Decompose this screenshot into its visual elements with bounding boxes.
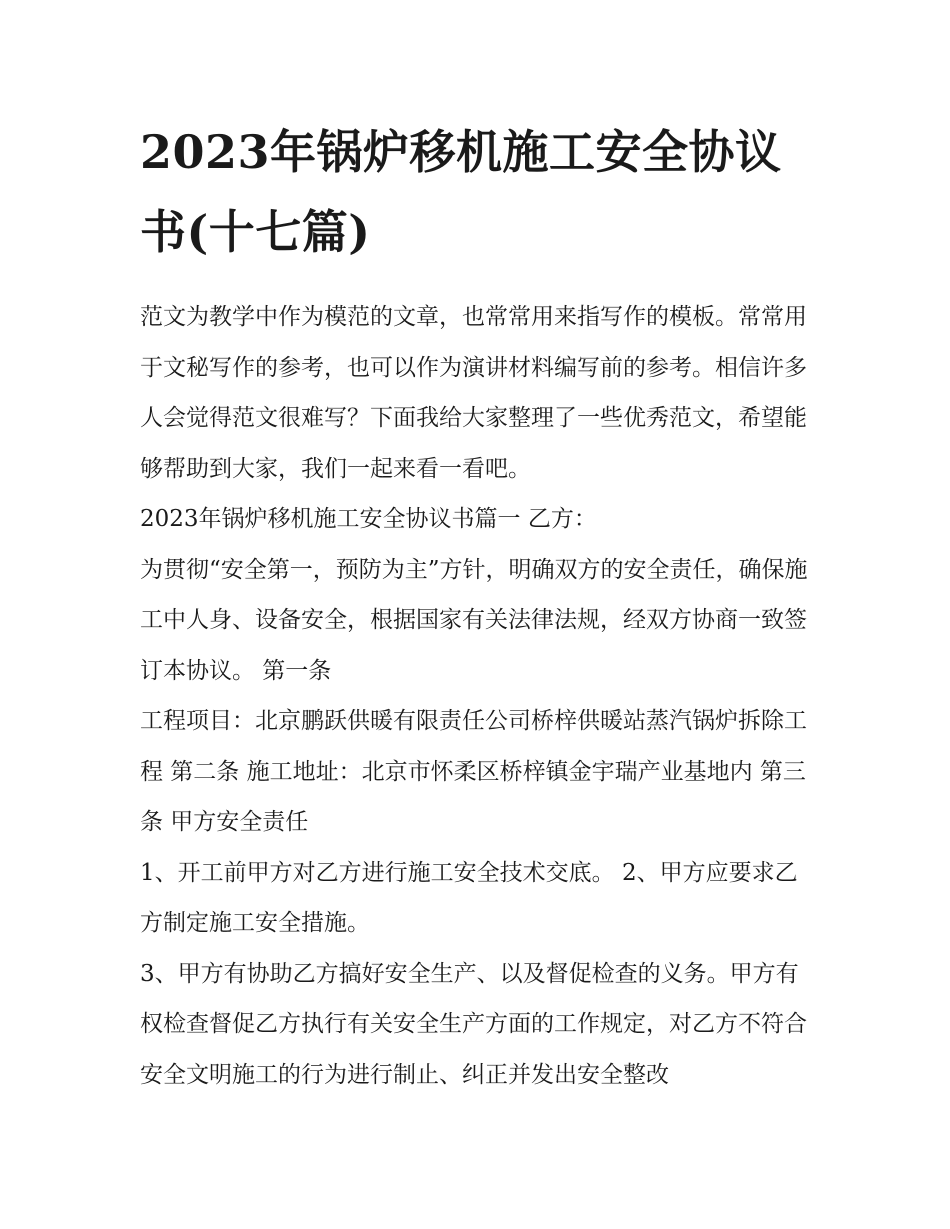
paragraph-purpose: 为贯彻“安全第一，预防为主”方针，明确双方的安全责任，确保施工中人身、设备安全，根据国家有关法律法规，经双方协商一致签订本协议。 第一条 bbox=[140, 556, 808, 684]
paragraph-clause-3: 3、甲方有协助乙方搞好安全生产、以及督促检查的义务。甲方有权检查督促乙方执行有关安全生产方面的工作规定，对乙方不符合安全文明施工的行为进行制止、纠正并发出安全整改 bbox=[140, 960, 807, 1088]
paragraph-project: 工程项目：北京鹏跃供暖有限责任公司桥梓供暖站蒸汽锅炉拆除工程 第二条 施工地址：北京市怀柔区桥梓镇金宇瑞产业基地内 第三条 甲方安全责任 bbox=[140, 708, 807, 835]
document-title: 2023年锅炉移机施工安全协议书(十七篇) bbox=[140, 125, 782, 259]
document-body bbox=[140, 292, 820, 1100]
document-page bbox=[140, 112, 820, 1100]
paragraph-clause-1-2: 1、开工前甲方对乙方进行施工安全技术交底。 2、甲方应要求乙方制定施工安全措施。 bbox=[140, 859, 798, 936]
paragraph-chapter-heading: 2023年锅炉移机施工安全协议书篇一 乙方： bbox=[140, 506, 597, 532]
paragraph-intro: 范文为教学中作为模范的文章，也常常用来指写作的模板。常常用于文秘写作的参考，也可以作为演讲材料编写前的参考。相信许多人会觉得范文很难写？下面我给大家整理了一些优秀范文，希望能够帮助到大家，我们一起来看一看吧。 bbox=[140, 304, 807, 482]
